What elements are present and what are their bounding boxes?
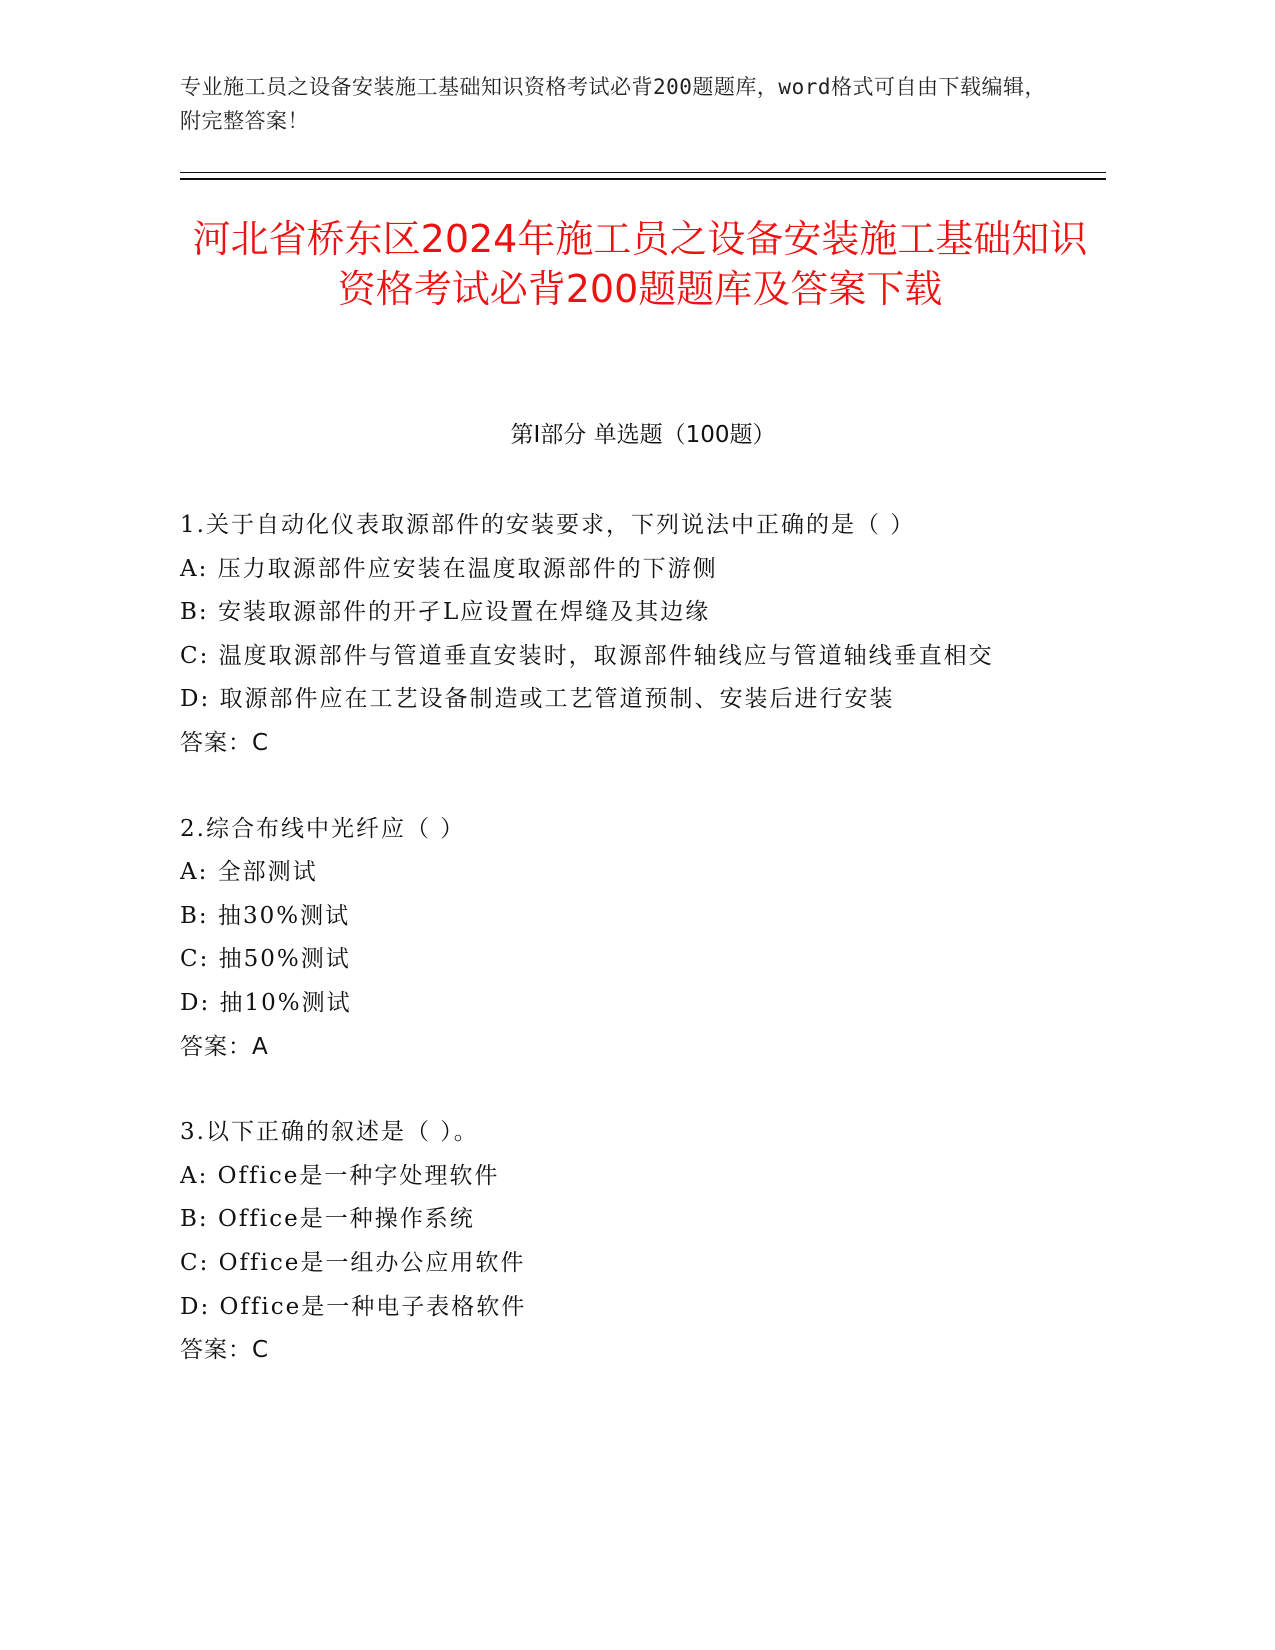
option-d: D: 抽10%测试 [180, 989, 352, 1016]
question-item [180, 808, 1060, 1070]
document-title: 河北省桥东区2024年施工员之设备安装施工基础知识资格考试必背200题题库及答案下载 [192, 217, 1088, 311]
question-item [180, 1111, 1060, 1373]
header-divider-thin [180, 172, 1106, 173]
answer-line: 答案：C [180, 729, 270, 756]
option-c: C: 抽50%测试 [180, 946, 351, 973]
option-a: A: Office是一种字处理软件 [180, 1162, 500, 1189]
option-b: B: Office是一种操作系统 [180, 1206, 475, 1233]
option-b: B: 抽30%测试 [180, 902, 351, 929]
option-b: B: 安装取源部件的开孑L应设置在焊缝及其边缘 [180, 599, 711, 626]
option-d: D: Office是一种电子表格软件 [180, 1293, 527, 1320]
section-heading: 第I部分 单选题（100题） [510, 422, 776, 448]
option-a: A: 全部测试 [180, 859, 318, 886]
option-d: D: 取源部件应在工艺设备制造或工艺管道预制、安装后进行安装 [180, 686, 895, 713]
option-c: C: 温度取源部件与管道垂直安装时，取源部件轴线应与管道轴线垂直相交 [180, 642, 994, 669]
answer-line: 答案：A [180, 1033, 269, 1060]
question-stem: 3.以下正确的叙述是（ ）。 [180, 1119, 479, 1146]
question-stem: 2.综合布线中光纤应（ ） [180, 815, 466, 842]
answer-line: 答案：C [180, 1337, 270, 1364]
option-c: C: Office是一组办公应用软件 [180, 1249, 526, 1276]
header-divider-thick [180, 178, 1106, 180]
question-item [180, 504, 1060, 766]
header-note: 专业施工员之设备安装施工基础知识资格考试必背200题题库，word格式可自由下载编辑，附完整答案！ [180, 75, 1046, 133]
option-a: A: 压力取源部件应安装在温度取源部件的下游侧 [180, 555, 718, 582]
question-stem: 1.关于自动化仪表取源部件的安装要求，下列说法中正确的是（ ） [180, 512, 916, 538]
question-list [180, 504, 1060, 1415]
